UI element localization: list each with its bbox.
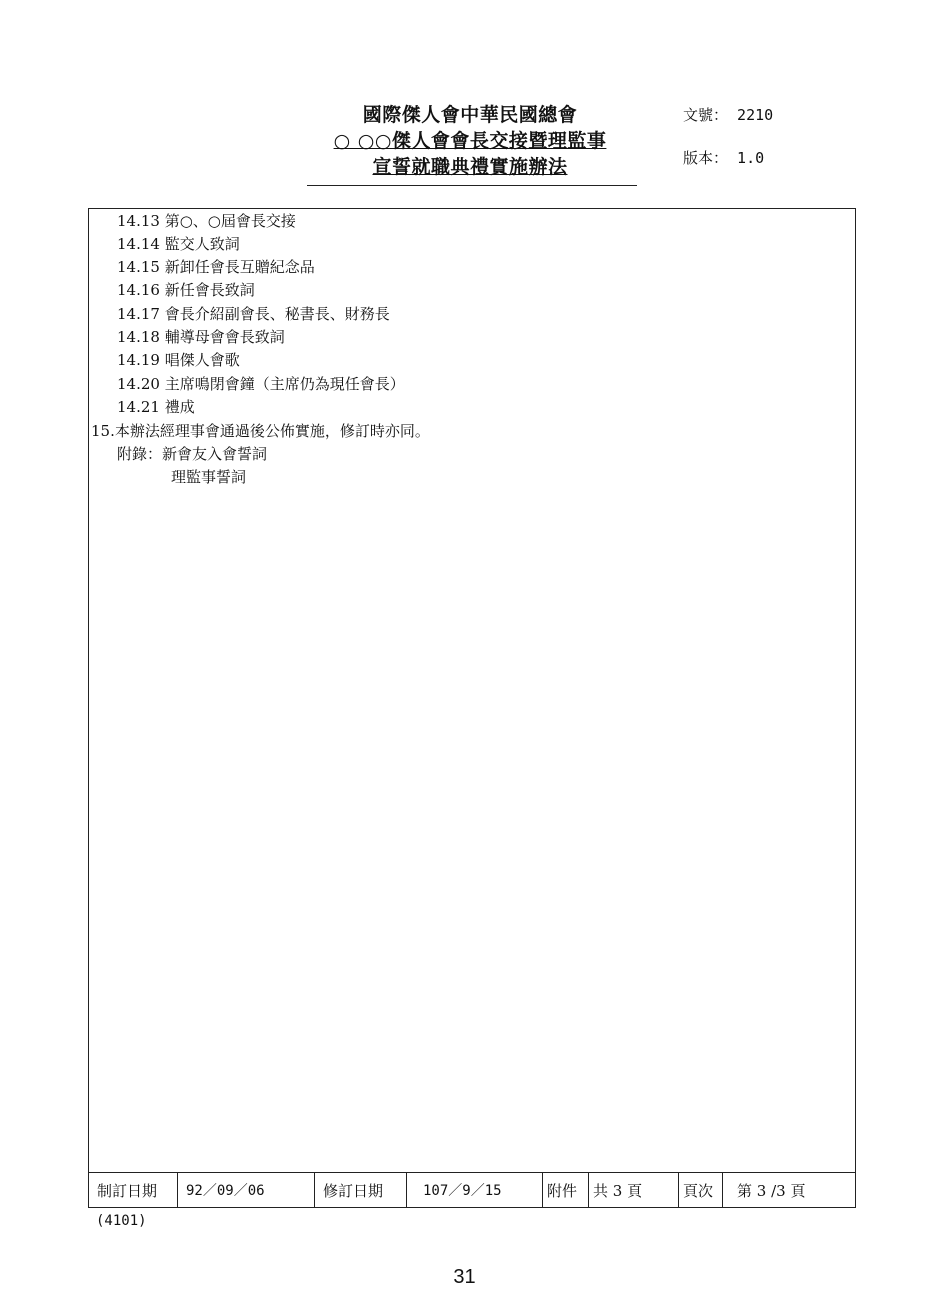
document-version-value: 1.0 <box>737 149 765 167</box>
document-subtitle-line2: 宣誓就職典禮實施辦法 <box>372 156 568 178</box>
document-subtitle: ○ ○○傑人會會長交接暨理監事 <box>333 130 607 152</box>
appendix-label: 附錄：新會友入會誓詞 <box>117 445 268 463</box>
content-frame <box>88 208 856 1208</box>
revised-date-value: 107／9／15 <box>407 1173 543 1207</box>
list-item: 14.17 會長介紹副會長、秘書長、財務長 <box>117 305 390 323</box>
document-number-label: 文號： <box>683 106 729 124</box>
established-date-label: 制訂日期 <box>89 1173 178 1207</box>
document-number-value: 2210 <box>737 106 774 124</box>
document-title-block <box>300 102 640 180</box>
attachments-value: 共 3 頁 <box>589 1173 679 1207</box>
form-code: (4101) <box>96 1213 147 1229</box>
revised-date-label: 修訂日期 <box>315 1173 407 1207</box>
page-number: 31 <box>453 1266 476 1288</box>
page-label: 頁次 <box>679 1173 723 1207</box>
page-value: 第 3 /3 頁 <box>737 1181 806 1200</box>
appendix-item: 理監事誓詞 <box>171 468 247 486</box>
list-item: 14.16 新任會長致詞 <box>117 281 255 299</box>
organization-title: 國際傑人會中華民國總會 <box>362 104 578 126</box>
list-item: 14.21 禮成 <box>117 398 195 416</box>
revision-info-table <box>89 1172 855 1207</box>
title-underline-rule <box>307 185 637 186</box>
list-item: 14.13 第○、○屆會長交接 <box>117 212 296 230</box>
document-version <box>683 147 764 168</box>
attachments-label: 附件 <box>543 1173 589 1207</box>
document-number <box>683 104 773 125</box>
established-date-value: 92／09／06 <box>178 1173 315 1207</box>
list-item: 14.14 監交人致詞 <box>117 235 240 253</box>
document-version-label: 版本： <box>683 149 729 167</box>
list-item: 14.18 輔導母會會長致詞 <box>117 328 285 346</box>
clause-15: 15.本辦法經理事會通過後公佈實施，修訂時亦同。 <box>91 422 430 440</box>
list-item: 14.20 主席鳴閉會鐘（主席仍為現任會長） <box>117 375 405 393</box>
list-item: 14.15 新卸任會長互贈紀念品 <box>117 258 315 276</box>
list-item: 14.19 唱傑人會歌 <box>117 351 240 369</box>
